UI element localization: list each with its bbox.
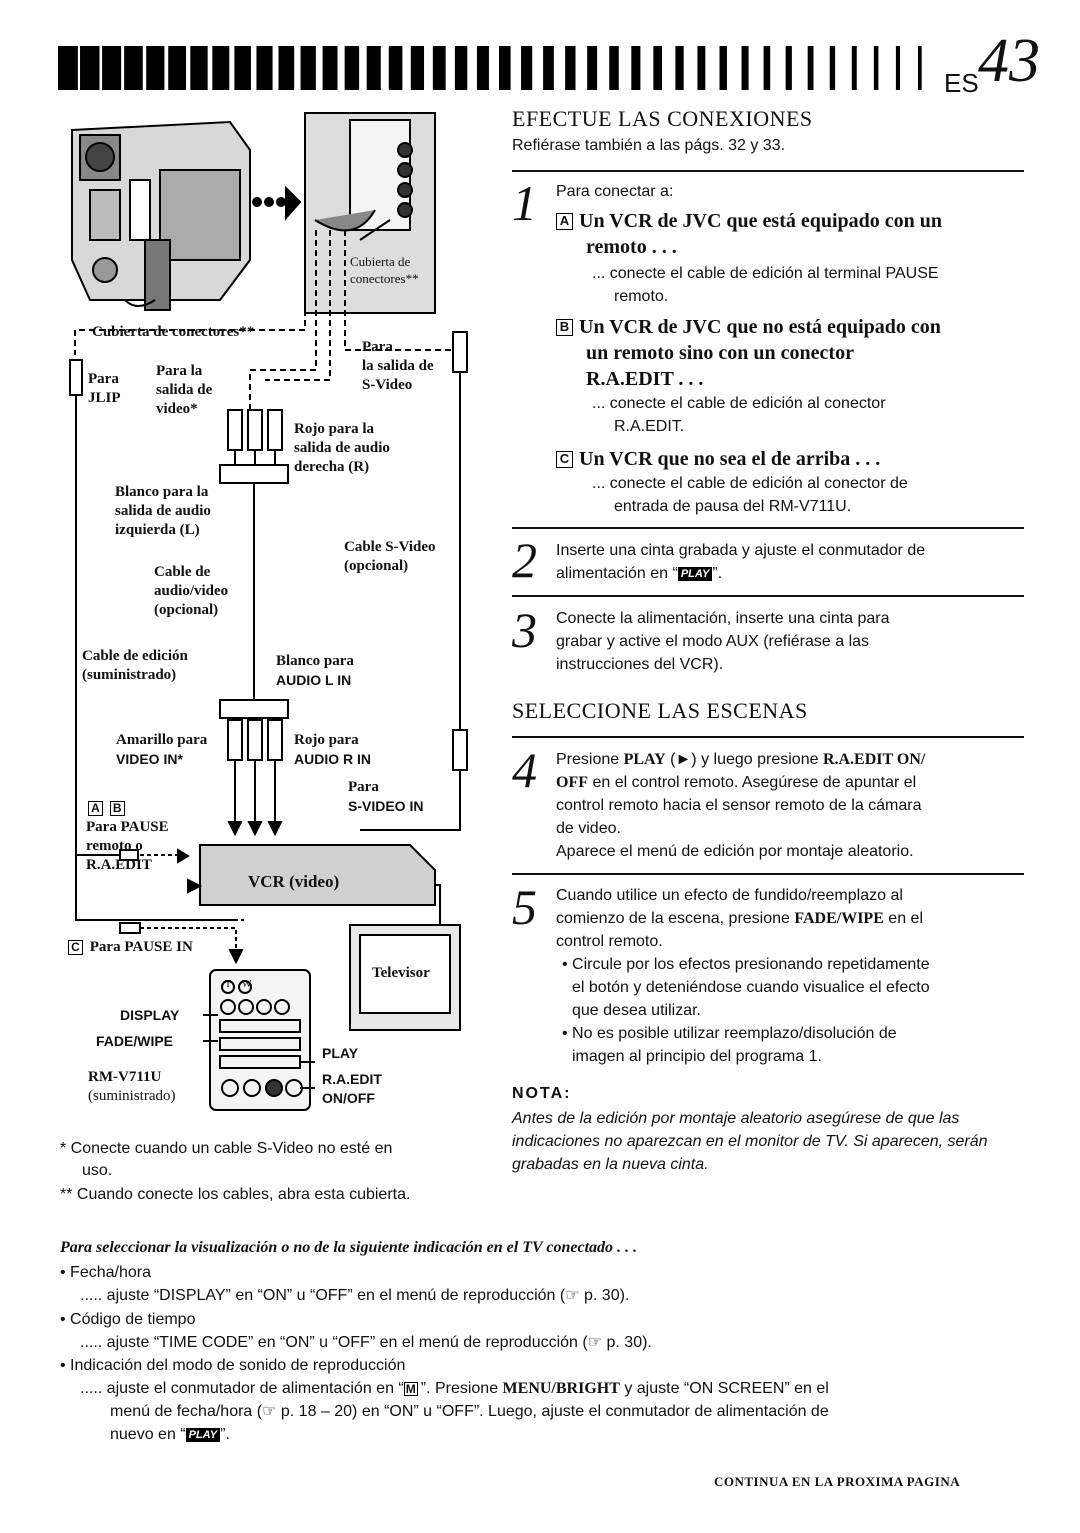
label-para-pause — [86, 818, 169, 875]
label-line: S-Video — [362, 377, 413, 393]
label-line: ON/OFF — [322, 1090, 375, 1106]
step-line: de video. — [556, 820, 621, 837]
bottom-item: • Fecha/hora — [60, 1264, 151, 1281]
footnote-svideo — [60, 1138, 480, 1182]
label-line: S-VIDEO IN — [348, 798, 424, 814]
step3-text — [556, 607, 890, 676]
header-stripe — [345, 46, 359, 90]
divider — [512, 736, 1024, 738]
remote-t-label: T — [225, 979, 232, 990]
label-blanco-audio-l — [276, 652, 354, 690]
label-line: Para — [348, 779, 379, 795]
desc-line: ”. — [220, 1426, 230, 1443]
play-mode-badge: PLAY — [678, 567, 713, 581]
play-key: PLAY — [623, 751, 666, 768]
step-line: Aparece el menú de edición por montaje aleatorio. — [556, 843, 914, 860]
label-line: salida de — [156, 382, 213, 398]
label-line: Cubierta de — [350, 254, 411, 269]
header-stripe — [256, 46, 272, 90]
desc-line: ”. Presione — [420, 1380, 503, 1397]
label-line: Blanco para — [276, 653, 354, 669]
section-title-conexiones: EFECTUE LAS CONEXIONES — [512, 106, 813, 131]
section-title-escenas: SELECCIONE LAS ESCENAS — [512, 698, 808, 723]
divider — [512, 527, 1024, 529]
fadewipe-key: FADE/WIPE — [794, 910, 884, 927]
option-title: Un VCR de JVC que está equipado con un — [579, 210, 943, 232]
header-stripe — [587, 46, 597, 90]
header-stripe — [808, 46, 814, 90]
label-line: Cable S-Video — [344, 539, 436, 555]
option-c-desc — [592, 472, 908, 518]
header-stripe — [565, 46, 575, 90]
label-line: salida de audio — [115, 503, 211, 519]
header-stripe — [742, 46, 749, 90]
desc-line: ... conecte el cable de edición al conector de — [592, 475, 908, 492]
remote-w-label: W — [242, 979, 252, 990]
label-rojo-audio-r — [294, 731, 371, 769]
label-line: conectores** — [350, 271, 419, 286]
option-b-desc — [592, 392, 886, 438]
label-line: Amarillo para — [116, 732, 208, 748]
label-line: Blanco para la — [115, 484, 209, 500]
label-line: AUDIO R IN — [294, 751, 371, 767]
step4-text — [556, 748, 925, 863]
step-line: control remoto hacia el sensor remoto de la cámara — [556, 797, 922, 814]
label-line: AUDIO L IN — [276, 672, 352, 688]
desc-line: menú de fecha/hora (☞ p. 18 – 20) en “ON” u “OFF”. Luego, ajuste el conmutador de alimentación de — [110, 1403, 829, 1420]
step-number-2: 2 — [512, 532, 537, 588]
footnote-line: * Conecte cuando un cable S-Video no esté en — [60, 1140, 393, 1157]
label-line: derecha (R) — [294, 459, 370, 475]
step-line: en el control remoto. Asegúrese de apuntar el — [588, 774, 917, 791]
step1-intro: Para conectar a: — [556, 183, 674, 200]
header-stripe — [102, 46, 121, 90]
menu-bright-key: MENU/BRIGHT — [502, 1380, 620, 1397]
header-stripe — [543, 46, 554, 90]
nota-text: Antes de la edición por montaje aleatorio asegúrese de que las indicaciones no aparezcan en el monitor de TV. Si aparecen, serán grabadas en la nueva cinta. — [512, 1110, 988, 1173]
label-line: VIDEO IN* — [116, 751, 183, 767]
header-stripe — [58, 46, 78, 90]
header-stripe — [212, 46, 229, 90]
step-line: Presione — [556, 751, 624, 768]
label-line: R.A.EDIT — [86, 857, 152, 873]
label-line: Rojo para — [294, 732, 359, 748]
nota-title: NOTA: — [512, 1085, 572, 1102]
step-line: Conecte la alimentación, inserte una cinta para — [556, 610, 890, 627]
label-line: R.A.EDIT — [322, 1071, 382, 1087]
option-title: R.A.EDIT . . . — [586, 368, 704, 390]
step-number-3: 3 — [512, 602, 537, 658]
header-stripe — [653, 46, 662, 90]
step5-text: Cuando utilice un efecto de fundido/reemplazo al comienzo de la escena, presione FADE/WIPE en el control remoto. • Circule por los efectos presionando repetidamente el botón y deteniéndose cuando visualice el efecto que desea utilizar. • No es posible utilizar reemplazo/disolución de imagen al principio del programa 1. — [556, 884, 930, 1068]
label-rojo-salida — [294, 420, 390, 477]
label-line: Cable de — [154, 564, 211, 580]
header-stripe — [675, 46, 683, 90]
label-line: JLIP — [88, 390, 121, 406]
desc-line: remoto. — [614, 288, 669, 305]
label-amarillo-video — [116, 731, 207, 769]
label-pause-in — [68, 938, 193, 957]
header-stripe — [80, 46, 99, 90]
step-line: Inserte una cinta grabada y ajuste el conmutador de — [556, 542, 926, 559]
label-line: la salida de — [362, 358, 434, 374]
step-line: alimentación en “ — [556, 565, 678, 582]
divider — [512, 595, 1024, 597]
option-title: Un VCR que no sea el de arriba . . . — [579, 448, 881, 470]
bullet-line: que desea utilizar. — [572, 1002, 701, 1019]
label-line: Cable de edición — [82, 648, 188, 664]
m-mode-icon: M — [405, 1382, 416, 1396]
header-stripe — [477, 46, 489, 90]
header-stripe — [279, 46, 295, 90]
divider — [512, 873, 1024, 875]
label-cable-edicion — [82, 647, 188, 685]
bullet-line: Circule por los efectos presionando repetidamente — [572, 956, 930, 973]
footnote-line: uso. — [82, 1162, 113, 1179]
header-stripe — [521, 46, 532, 90]
header-gradient-bar — [58, 46, 940, 90]
header-stripe — [697, 46, 705, 90]
header-stripe — [168, 46, 186, 90]
header-stripe — [455, 46, 467, 90]
step-line: comienzo de la escena, presione — [556, 910, 795, 927]
step-number-5: 5 — [512, 879, 537, 935]
step-line: en el — [883, 910, 923, 927]
label-line: Para PAUSE IN — [89, 939, 193, 955]
header-stripe — [830, 46, 835, 90]
step-line: grabar y active el modo AUX (refiérase a las — [556, 633, 870, 650]
label-play: PLAY — [322, 1045, 359, 1061]
bottom-item-desc — [80, 1377, 1020, 1446]
header-stripe — [896, 46, 900, 90]
bullet-line: el botón y deteniéndose cuando visualice el efecto — [572, 979, 930, 996]
label-cubierta-top — [350, 253, 419, 287]
bottom-item: • Indicación del modo de sonido de reproducción — [60, 1357, 406, 1374]
label-line: (suministrado) — [88, 1088, 176, 1104]
camcorder-icon — [72, 122, 250, 310]
label-line: remoto o — [86, 838, 143, 854]
letter-a-box: A — [88, 801, 103, 816]
label-display: DISPLAY — [120, 1007, 180, 1023]
desc-line: entrada de pausa del RM-V711U. — [614, 498, 852, 515]
label-line: Rojo para la — [294, 421, 374, 437]
off-key: OFF — [556, 774, 588, 791]
desc-line: y ajuste “ON SCREEN” en el — [619, 1380, 829, 1397]
step2-text — [556, 539, 925, 585]
label-line: Para la — [156, 363, 203, 379]
option-c — [556, 446, 880, 472]
step-line: instrucciones del VCR). — [556, 656, 724, 673]
header-stripe — [124, 46, 143, 90]
step-number-1: 1 — [512, 175, 537, 231]
label-cable-av — [154, 563, 228, 620]
label-line: salida de audio — [294, 440, 390, 456]
header-stripe — [786, 46, 792, 90]
raedit-key: R.A.EDIT ON/ — [822, 751, 926, 768]
label-svideo-in — [348, 778, 423, 816]
option-title: un remoto sino con un conector — [586, 342, 854, 364]
bullet-line: No es posible utilizar reemplazo/disolución de — [572, 1025, 897, 1042]
label-raedit-onoff — [322, 1070, 382, 1108]
desc-line: ... conecte el cable de edición al terminal PAUSE — [592, 265, 939, 282]
label-line: Para — [88, 371, 119, 387]
header-stripe — [367, 46, 381, 90]
label-line: Para PAUSE — [86, 819, 169, 835]
label-line: (suministrado) — [82, 667, 177, 683]
header-stripe — [609, 46, 619, 90]
header-stripe — [146, 46, 164, 90]
step-line: control remoto. — [556, 933, 663, 950]
footnote-cover: ** Cuando conecte los cables, abra esta cubierta. — [60, 1186, 411, 1203]
step-line: (►) y luego presione — [665, 751, 823, 768]
header-stripe — [918, 46, 922, 90]
label-line: audio/video — [154, 583, 229, 599]
bottom-item-desc: ..... ajuste “TIME CODE” en “ON” u “OFF” en el menú de reproducción (☞ p. 30). — [80, 1334, 652, 1351]
label-blanco-salida — [115, 483, 211, 540]
option-a — [556, 208, 942, 260]
desc-line: ... conecte el cable de edición al conector — [592, 395, 886, 412]
letter-b-box: B — [556, 319, 573, 336]
step-number-4: 4 — [512, 742, 537, 798]
desc-line: R.A.EDIT. — [614, 418, 685, 435]
page-number: 43 — [978, 27, 1040, 95]
bottom-item: • Código de tiempo — [60, 1311, 196, 1328]
label-para-video — [156, 362, 212, 419]
language-prefix: ES — [944, 68, 979, 98]
bullet-line: imagen al principio del programa 1. — [572, 1048, 822, 1065]
header-stripe — [720, 46, 727, 90]
letter-a-box: A — [556, 213, 573, 230]
option-a-desc — [592, 262, 939, 308]
header-stripe — [234, 46, 251, 90]
header-stripe — [190, 46, 207, 90]
header-stripe — [411, 46, 424, 90]
label-para-jlip — [88, 370, 121, 408]
step-line: Cuando utilice un efecto de fundido/reemplazo al — [556, 887, 903, 904]
label-fadewipe: FADE/WIPE — [96, 1033, 174, 1049]
bottom-heading: Para seleccionar la visualización o no de la siguiente indicación en el TV conectado . . . — [60, 1239, 638, 1256]
option-title: Un VCR de JVC que no está equipado con — [579, 316, 941, 338]
header-stripe — [874, 46, 879, 90]
label-cubierta-left: Cubierta de conectores** — [92, 324, 255, 340]
label-line: izquierda (L) — [115, 522, 200, 538]
header-stripe — [852, 46, 857, 90]
header-stripe — [499, 46, 511, 90]
play-mode-badge: PLAY — [186, 1428, 221, 1442]
header-stripe — [323, 46, 338, 90]
letter-c-box: C — [68, 940, 83, 955]
label-line: RM-V711U — [88, 1069, 162, 1085]
label-cable-svideo — [344, 538, 436, 576]
bottom-item-desc: ..... ajuste “DISPLAY” en “ON” u “OFF” en el menú de reproducción (☞ p. 30). — [80, 1287, 630, 1304]
letter-c-box: C — [556, 451, 573, 468]
header-stripe — [389, 46, 403, 90]
section-subtitle: Refiérase también a las págs. 32 y 33. — [512, 137, 786, 154]
label-vcr: VCR (video) — [248, 872, 340, 891]
continue-next-page: CONTINUA EN LA PROXIMA PAGINA — [714, 1474, 961, 1489]
header-stripe — [764, 46, 771, 90]
option-b — [556, 314, 941, 392]
divider — [512, 170, 1024, 172]
desc-line: ..... ajuste el conmutador de alimentación en “ — [80, 1380, 404, 1397]
label-line: (opcional) — [344, 558, 409, 574]
desc-line: nuevo en “ — [110, 1426, 186, 1443]
label-ab-boxes — [88, 799, 128, 818]
label-rm-v711u — [88, 1068, 176, 1106]
header-stripe — [301, 46, 316, 90]
connection-diagram — [60, 110, 480, 1120]
label-line: video* — [156, 401, 198, 417]
label-televisor: Televisor — [372, 965, 430, 981]
letter-b-box: B — [110, 801, 125, 816]
step-line: ”. — [712, 565, 723, 582]
header-stripe — [631, 46, 640, 90]
option-title: remoto . . . — [586, 236, 677, 258]
header-stripe — [433, 46, 446, 90]
label-line: (opcional) — [154, 602, 219, 618]
label-line: Para — [362, 339, 393, 355]
label-para-svideo — [362, 338, 434, 395]
